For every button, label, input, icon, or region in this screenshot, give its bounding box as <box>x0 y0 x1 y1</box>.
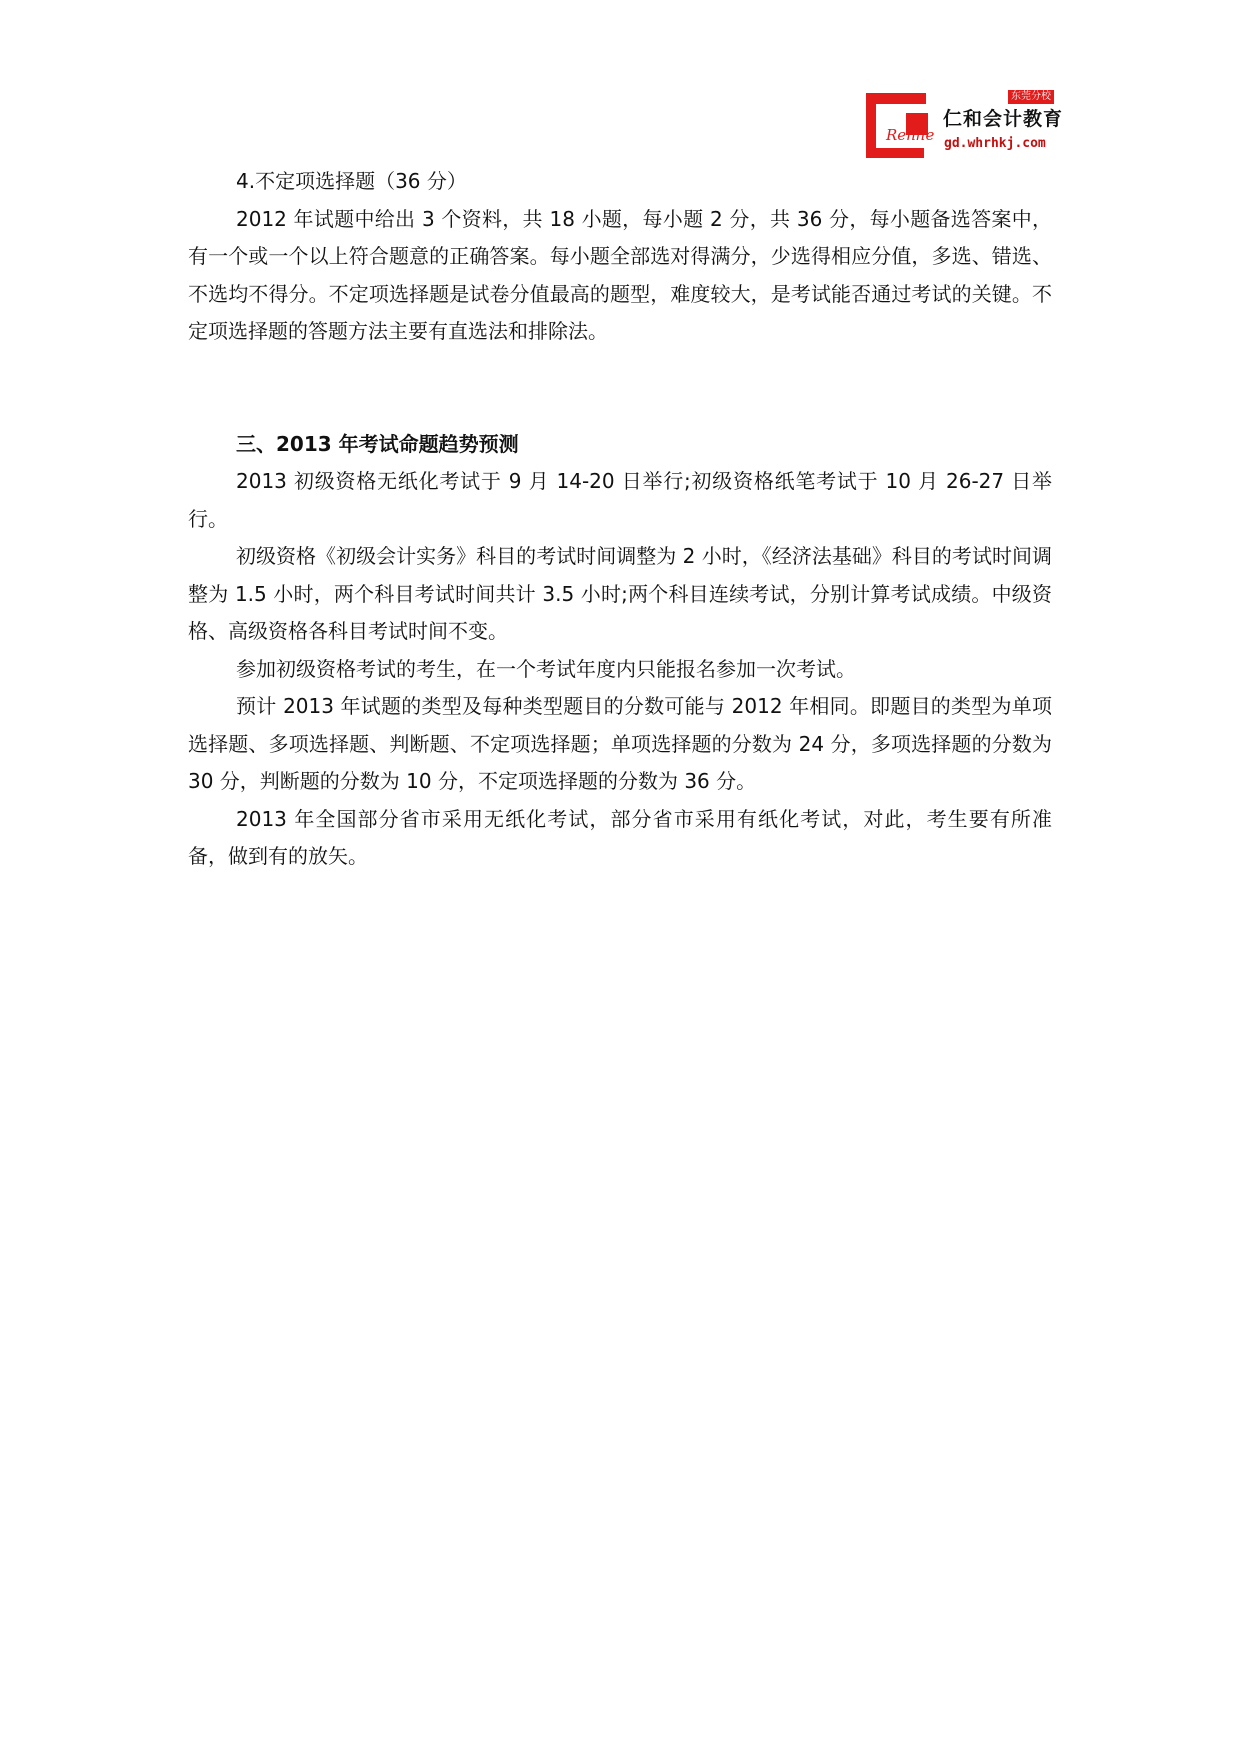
logo-mark-icon <box>866 93 936 158</box>
paragraph: 2013 年全国部分省市采用无纸化考试，部分省市采用有纸化考试，对此，考生要有所准备，做到有的放矢。 <box>188 806 1052 868</box>
paragraph: 参加初级资格考试的考生，在一个考试年度内只能报名参加一次考试。 <box>236 656 856 681</box>
logo-name: 仁和会计教育 <box>943 108 1064 130</box>
logo-branch-badge: 东莞分校 <box>1008 90 1054 104</box>
paragraph: 初级资格《初级会计实务》科目的考试时间调整为 2 小时，《经济法基础》科目的考试时间调整为 1.5 小时，两个科目考试时间共计 3.5 小时;两个科目连续考试，分别计算考试成绩。中级资格、高级资格各科目考试时间不变。 <box>188 544 1052 643</box>
section-4-heading: 4.不定项选择题（36 分） <box>236 169 467 193</box>
paragraph: 2013 初级资格无纸化考试于 9 月 14-20 日举行;初级资格纸笔考试于 10 月 26-27 日举行。 <box>188 469 1052 531</box>
document-body <box>188 163 1052 876</box>
renhe-logo <box>866 88 1066 160</box>
section-3-title: 三、2013 年考试命题趋势预测 <box>236 431 519 456</box>
logo-url: gd.whrhkj.com <box>944 136 1046 151</box>
section-4-paragraph: 2012 年试题中给出 3 个资料，共 18 小题，每小题 2 分，共 36 分，每小题备选答案中，有一个或一个以上符合题意的正确答案。每小题全部选对得满分，少选得相应分值，多选、错选、不选均不得分。不定项选择题是试卷分值最高的题型，难度较大，是考试能否通过考试的关键。不定项选择题的答题方法主要有直选法和排除法。 <box>188 206 1052 343</box>
logo-mark-text: Renhe <box>886 126 935 144</box>
paragraph: 预计 2013 年试题的类型及每种类型题目的分数可能与 2012 年相同。即题目的类型为单项选择题、多项选择题、判断题、不定项选择题；单项选择题的分数为 24 分，多项选择题的分数为 30 分，判断题的分数为 10 分，不定项选择题的分数为 36 分。 <box>188 694 1052 793</box>
